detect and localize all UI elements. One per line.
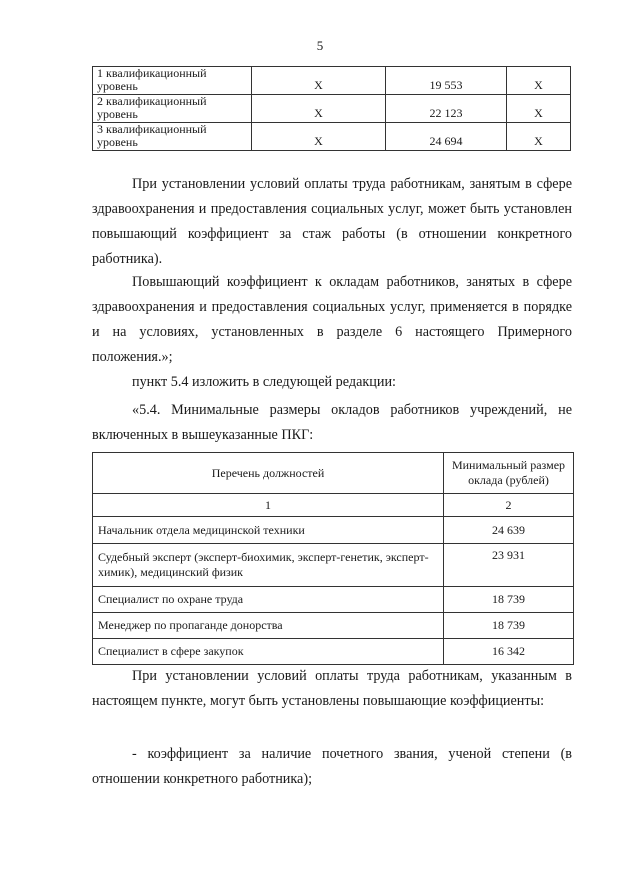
level-cell: 1 квалификационный уровень [93,67,252,95]
salary-cell: 24 639 [444,517,574,544]
position-cell: Специалист в сфере закупок [93,639,444,665]
table-row [93,639,574,665]
table-row [93,95,571,123]
paragraph-seniority-coefficient: При установлении условий оплаты труда работникам, занятым в сфере здравоохранения и предоставления социальных услуг, может быть установлен повышающий коэффициент за стаж работы (в отношении конкретного работника). [92,176,572,267]
salary-cell: 18 739 [444,587,574,613]
salary-cell: 22 123 [386,95,507,123]
paragraph-clause-5-4: «5.4. Минимальные размеры окладов работников учреждений, не включенных в вышеуказанные ПКГ: [92,402,572,443]
level-cell: 3 квалификационный уровень [93,123,252,151]
paragraph-honorary-title-coefficient: - коэффициент за наличие почетного звания, ученой степени (в отношении конкретного работника); [92,746,572,787]
position-cell: Начальник отдела медицинской техники [93,517,444,544]
table-row [93,123,571,151]
position-cell: Менеджер по пропаганде донорства [93,613,444,639]
table-header-row [93,453,574,494]
position-cell: Судебный эксперт (эксперт-биохимик, эксперт-генетик, эксперт-химик), медицинский физик [93,544,444,587]
table-row [93,67,571,95]
qualification-levels-table [92,66,571,151]
column-number-2: 2 [444,494,574,517]
level-cell: 2 квалификационный уровень [93,95,252,123]
salary-cell: 24 694 [386,123,507,151]
table-row [93,517,574,544]
paragraph-increasing-coefficients: При установлении условий оплаты труда работникам, указанным в настоящем пункте, могут быть установлены повышающие коэффициенты: [92,668,572,709]
table-number-row [93,494,574,517]
x-cell: X [252,95,386,123]
x-cell: X [507,123,571,151]
x-cell: X [507,95,571,123]
page-number: 5 [316,38,324,53]
minimum-salaries-table [92,452,574,665]
table-row [93,544,574,587]
x-cell: X [252,123,386,151]
salary-cell: 16 342 [444,639,574,665]
salary-cell: 23 931 [444,544,574,587]
table-row [93,613,574,639]
paragraph-coefficient-procedure: Повышающий коэффициент к окладам работников, занятых в сфере здравоохранения и предоставления социальных услуг, применяется в порядке и на условиях, установленных в разделе 6 настоящего Примерного положения.»; [92,274,572,365]
header-min-salary: Минимальный размер оклада (рублей) [444,453,574,494]
paragraph-clause-5-4-intro: пункт 5.4 изложить в следующей редакции: [132,374,396,390]
table-row [93,587,574,613]
salary-cell: 19 553 [386,67,507,95]
x-cell: X [507,67,571,95]
column-number-1: 1 [93,494,444,517]
x-cell: X [252,67,386,95]
header-positions: Перечень должностей [93,453,444,494]
position-cell: Специалист по охране труда [93,587,444,613]
salary-cell: 18 739 [444,613,574,639]
